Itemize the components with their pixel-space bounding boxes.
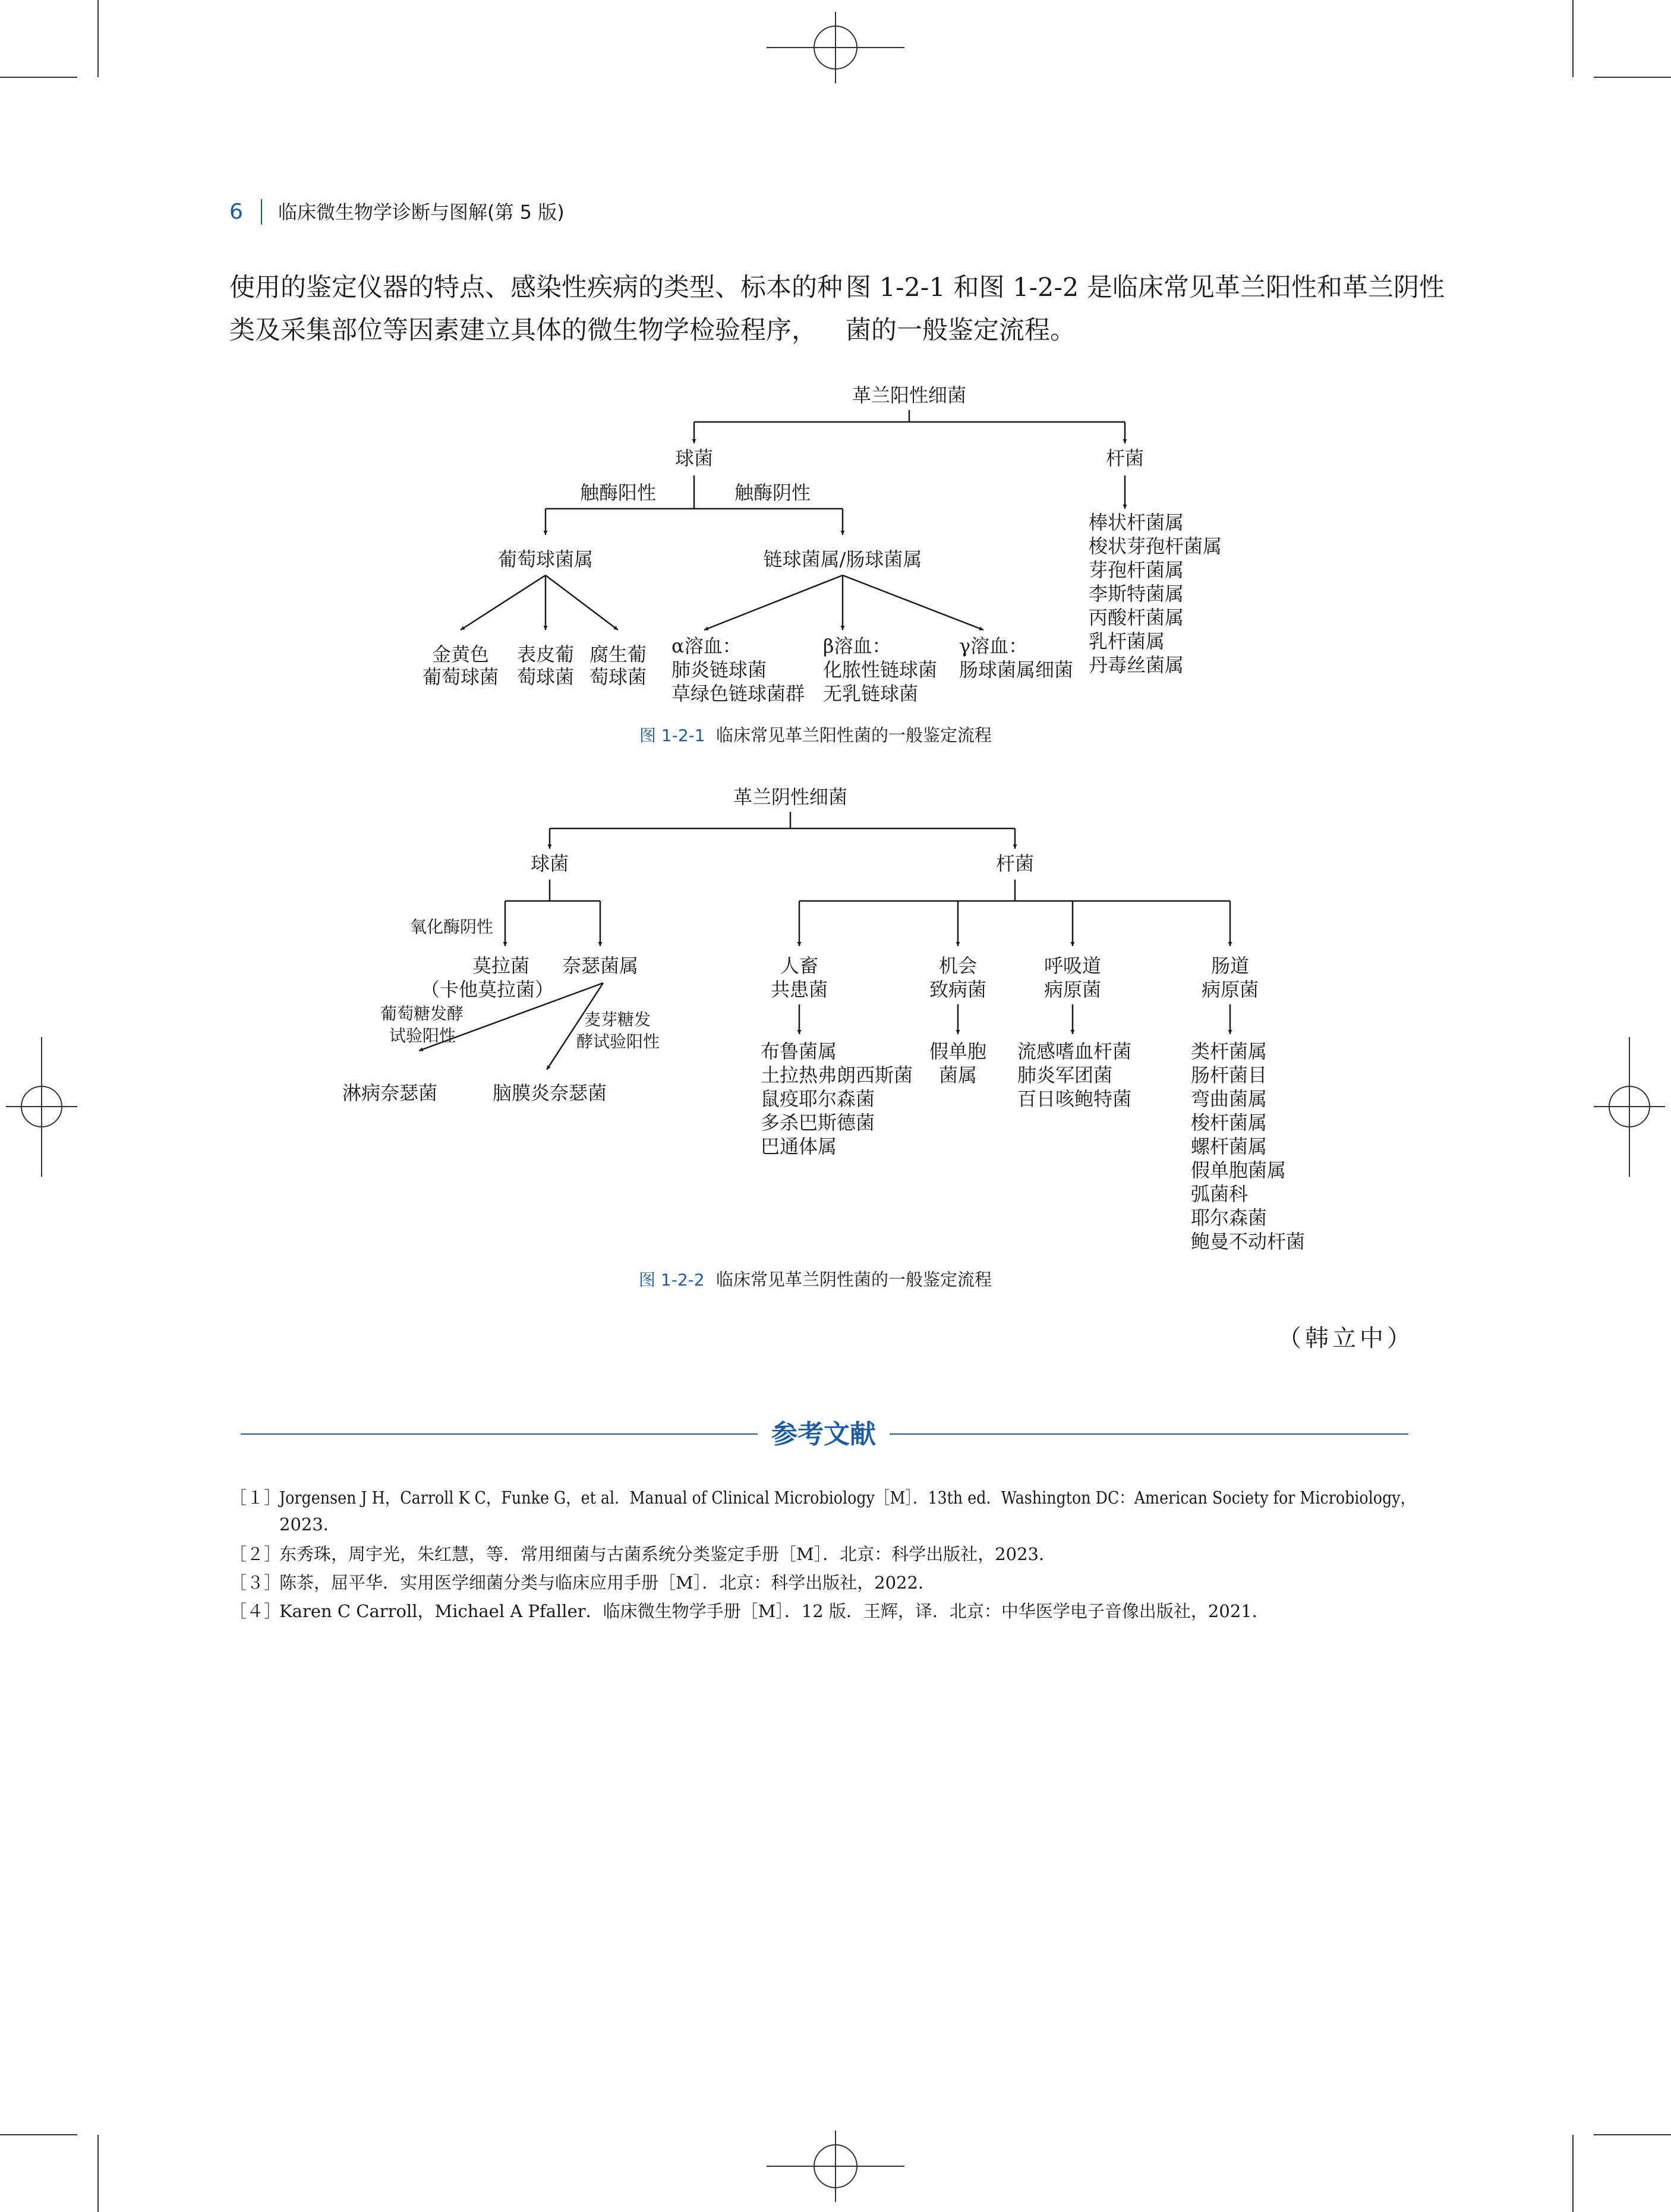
reference-text: 陈茶，屈平华．实用医学细菌分类与临床应用手册［M］．北京：科学出版社，2022． <box>279 1573 935 1593</box>
reference-text: Jorgensen J H，Carroll K C，Funke G，et al．Manual of Clinical Microbiology［M］．13th ed．Washington DC：American Society for Microbiology， <box>278 1488 1415 1508</box>
enteric-item: 梭杆菌属 <box>1191 1111 1268 1134</box>
figure-1-2-1-label: 图 1-2-1 <box>639 726 705 745</box>
s-epidermidis-line-2: 萄球菌 <box>516 666 575 688</box>
enteric-item: 耶尔森菌 <box>1191 1206 1268 1229</box>
gp-bacilli-item: 丹毒丝菌属 <box>1089 654 1184 676</box>
intro-left-line-1: 使用的鉴定仪器的特点、感染性疾病的类型、标本的种 <box>229 273 843 303</box>
opportunistic-item: 菌属 <box>938 1064 978 1086</box>
references-heading: 参考文献 <box>771 1419 876 1450</box>
enteric-item: 螺杆菌属 <box>1191 1135 1268 1158</box>
oxidase-negative: 氧化酶阴性 <box>410 917 494 937</box>
zoonotic-title-line-2: 共患菌 <box>770 978 828 1001</box>
moraxella-line-1: 莫拉菌 <box>472 954 530 977</box>
enteric-item: 鲍曼不动杆菌 <box>1191 1230 1306 1253</box>
enteric-item: 类杆菌属 <box>1191 1040 1268 1063</box>
beta-hemolysis-line-2: 化脓性链球菌 <box>823 658 938 681</box>
gp-bacilli-item: 棒状杆菌属 <box>1089 511 1184 534</box>
maltose-test-line-1: 麦芽糖发 <box>584 1010 651 1029</box>
staphylococcus: 葡萄球菌属 <box>497 548 594 571</box>
s-aureus-line-1: 金黄色 <box>431 643 490 666</box>
beta-hemolysis-line-3: 无乳链球菌 <box>823 682 919 705</box>
figure-1-2-1-caption: 临床常见革兰阳性菌的一般鉴定流程 <box>716 725 992 745</box>
n-gonorrhoeae: 淋病奈瑟菌 <box>342 1082 438 1104</box>
respiratory-item: 流感嗜血杆菌 <box>1017 1040 1132 1063</box>
reference-number: ［１］ <box>229 1488 282 1508</box>
gn-bacilli: 杆菌 <box>995 852 1035 875</box>
respiratory-item: 百日咳鲍特菌 <box>1017 1088 1132 1110</box>
catalase-negative: 触酶阴性 <box>734 481 811 504</box>
reference-text: 2023． <box>279 1514 340 1534</box>
gram-negative-root: 革兰阴性细菌 <box>733 786 848 808</box>
reference-text: 东秀珠，周宇光，朱红慧，等．常用细菌与古菌系统分类鉴定手册［M］．北京：科学出版社，2023． <box>279 1544 1056 1564</box>
neisseria: 奈瑟菌属 <box>562 954 639 977</box>
reference-number: ［４］ <box>229 1601 282 1621</box>
reference-text: Karen C Carroll，Michael A Pfaller．临床微生物学手册［M］．12 版．王辉，译．北京：中华医学电子音像出版社，2021． <box>279 1601 1269 1621</box>
figure-1-2-2-caption: 临床常见革兰阴性菌的一般鉴定流程 <box>716 1269 992 1290</box>
gp-bacilli-item: 乳杆菌属 <box>1089 630 1165 653</box>
zoonotic-list <box>761 1040 913 1158</box>
zoonotic-title-line-1: 人畜 <box>780 954 819 977</box>
intro-right-line-1: 图 1-2-1 和图 1-2-2 是临床常见革兰阳性和革兰阴性 <box>846 273 1445 303</box>
moraxella-line-2: （卡他莫拉菌） <box>420 978 554 1001</box>
opportunistic-title-line-1: 机会 <box>938 954 978 977</box>
zoonotic-item: 布鲁菌属 <box>761 1040 837 1063</box>
enteric-title-line-2: 病原菌 <box>1201 978 1259 1001</box>
intro-paragraph <box>229 273 1445 345</box>
s-aureus-line-2: 葡萄球菌 <box>422 666 499 688</box>
intro-left-line-2: 类及采集部位等因素建立具体的微生物学检验程序， <box>229 316 817 345</box>
zoonotic-item: 土拉热弗朗西斯菌 <box>761 1064 913 1086</box>
figure-1-2-1-flowchart <box>423 384 1222 705</box>
s-saprophyticus-line-2: 萄球菌 <box>589 666 647 688</box>
enteric-item: 肠杆菌目 <box>1191 1064 1268 1086</box>
gamma-hemolysis-line-2: 肠球菌属细菌 <box>959 658 1074 681</box>
alpha-hemolysis-line-3: 草绿色链球菌群 <box>671 682 805 705</box>
maltose-test-line-2: 酵试验阳性 <box>576 1032 660 1051</box>
opportunistic-title-line-2: 致病菌 <box>929 978 987 1001</box>
zoonotic-item: 鼠疫耶尔森菌 <box>761 1088 875 1110</box>
respiratory-title-line-2: 病原菌 <box>1043 978 1102 1001</box>
opportunistic-list <box>929 1040 986 1086</box>
references-section <box>229 1419 1415 1621</box>
beta-hemolysis-line-1: β溶血： <box>823 635 891 657</box>
zoonotic-item: 巴通体属 <box>761 1135 837 1158</box>
reference-number: ［３］ <box>229 1573 282 1593</box>
enteric-item: 弧菌科 <box>1191 1183 1248 1205</box>
page-number: 6 <box>229 200 243 224</box>
reference-number: ［２］ <box>229 1544 282 1564</box>
alpha-hemolysis-line-2: 肺炎链球菌 <box>671 658 767 681</box>
gp-bacilli-item: 梭状芽孢杆菌属 <box>1089 535 1222 557</box>
gram-positive-root: 革兰阳性细菌 <box>852 384 967 407</box>
s-epidermidis-line-1: 表皮葡 <box>516 643 575 666</box>
respiratory-list <box>1017 1040 1131 1110</box>
gp-bacilli-item: 芽孢杆菌属 <box>1089 559 1184 581</box>
enteric-list <box>1191 1040 1305 1253</box>
glucose-test-line-1: 葡萄糖发酵 <box>380 1004 464 1023</box>
respiratory-title-line-1: 呼吸道 <box>1043 954 1102 977</box>
author-attribution: （韩立中） <box>1278 1325 1414 1352</box>
glucose-test-line-2: 试验阳性 <box>389 1026 456 1045</box>
gp-bacilli-list <box>1089 511 1222 676</box>
figure-1-2-2-label: 图 1-2-2 <box>639 1270 705 1290</box>
gp-cocci: 球菌 <box>674 447 714 470</box>
enteric-item: 假单胞菌属 <box>1191 1159 1287 1181</box>
enteric-item: 弯曲菌属 <box>1191 1088 1268 1110</box>
gamma-hemolysis-line-1: γ溶血： <box>959 635 1028 657</box>
n-meningitidis: 脑膜炎奈瑟菌 <box>492 1082 607 1104</box>
gp-bacilli-item: 李斯特菌属 <box>1089 582 1184 605</box>
intro-right-line-2: 菌的一般鉴定流程。 <box>846 316 1076 345</box>
gn-cocci: 球菌 <box>530 852 569 875</box>
catalase-positive: 触酶阳性 <box>579 481 657 504</box>
gp-bacilli: 杆菌 <box>1105 447 1145 470</box>
running-title: 临床微生物学诊断与图解(第 5 版) <box>278 201 565 223</box>
zoonotic-item: 多杀巴斯德菌 <box>761 1111 875 1134</box>
enteric-title-line-1: 肠道 <box>1210 954 1250 977</box>
alpha-hemolysis-line-1: α溶血： <box>671 635 742 657</box>
opportunistic-item: 假单胞 <box>929 1040 987 1063</box>
streptococcus-enterococcus: 链球菌属/肠球菌属 <box>763 548 922 571</box>
gp-bacilli-item: 丙酸杆菌属 <box>1089 606 1184 629</box>
s-saprophyticus-line-1: 腐生葡 <box>589 643 647 666</box>
figure-1-2-2-flowchart <box>342 786 1305 1253</box>
respiratory-item: 肺炎军团菌 <box>1017 1064 1113 1086</box>
